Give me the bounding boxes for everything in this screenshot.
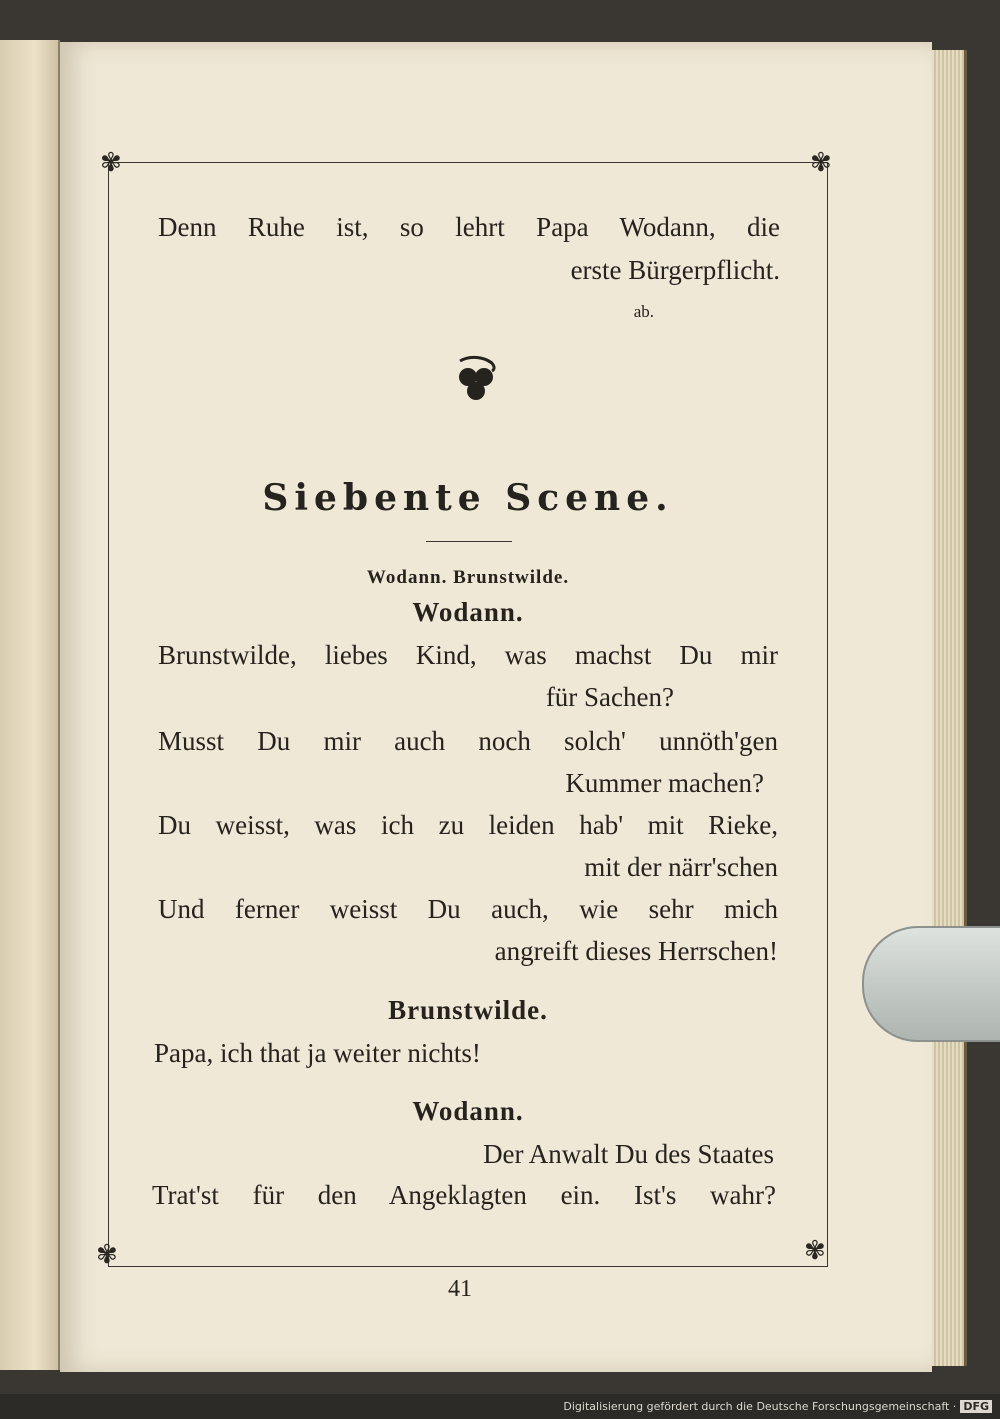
verse-line: Du weisst, was ich zu leiden hab' mit Rieke, — [158, 810, 778, 840]
page-number: 41 — [448, 1276, 472, 1302]
speaker-name: Wodann. — [412, 597, 524, 627]
verse-line: Denn Ruhe ist, so lehrt Papa Wodann, die — [158, 212, 780, 242]
footer-text: Digitalisierung gefördert durch die Deutsche Forschungsgemeinschaft · — [563, 1400, 957, 1413]
verse-line: mit der närr'schen — [584, 852, 778, 882]
page-clip — [862, 926, 1000, 1042]
fleuron-corner-icon: ✾ — [100, 148, 122, 178]
fleuron-corner-icon: ✾ — [810, 148, 832, 178]
verse-line: Brunstwilde, liebes Kind, was machst Du mir — [158, 640, 778, 670]
verse-line: Der Anwalt Du des Staates — [483, 1139, 774, 1169]
left-page-edge — [0, 40, 60, 1370]
stage-direction: ab. — [633, 302, 654, 321]
verse-line: Papa, ich that ja weiter nichts! — [154, 1038, 481, 1068]
verse-line: Kummer machen? — [565, 768, 764, 798]
page-stack-edge — [932, 50, 967, 1366]
speaker-name: Brunstwilde. — [388, 995, 548, 1025]
digitization-footer — [563, 1400, 992, 1413]
grape-ornament-icon — [448, 355, 502, 405]
speaker-name: Wodann. — [412, 1096, 524, 1126]
heading-rule — [426, 541, 512, 542]
verse-line: Musst Du mir auch noch solch' unnöth'gen — [158, 726, 778, 756]
fleuron-corner-icon: ✾ — [96, 1240, 118, 1270]
verse-line: Und ferner weisst Du auch, wie sehr mich — [158, 894, 778, 924]
scene-heading: Siebente Scene. — [262, 477, 674, 519]
verse-line: Trat'st für den Angeklagten ein. Ist's wahr? — [152, 1180, 776, 1210]
verse-line: für Sachen? — [545, 682, 674, 712]
verse-line: angreift dieses Herrschen! — [494, 936, 778, 966]
cast-list: Wodann. Brunstwilde. — [366, 567, 570, 588]
dfg-logo: DFG — [960, 1400, 992, 1413]
verse-line: erste Bürgerpflicht. — [570, 255, 780, 285]
fleuron-corner-icon: ✾ — [804, 1236, 826, 1266]
